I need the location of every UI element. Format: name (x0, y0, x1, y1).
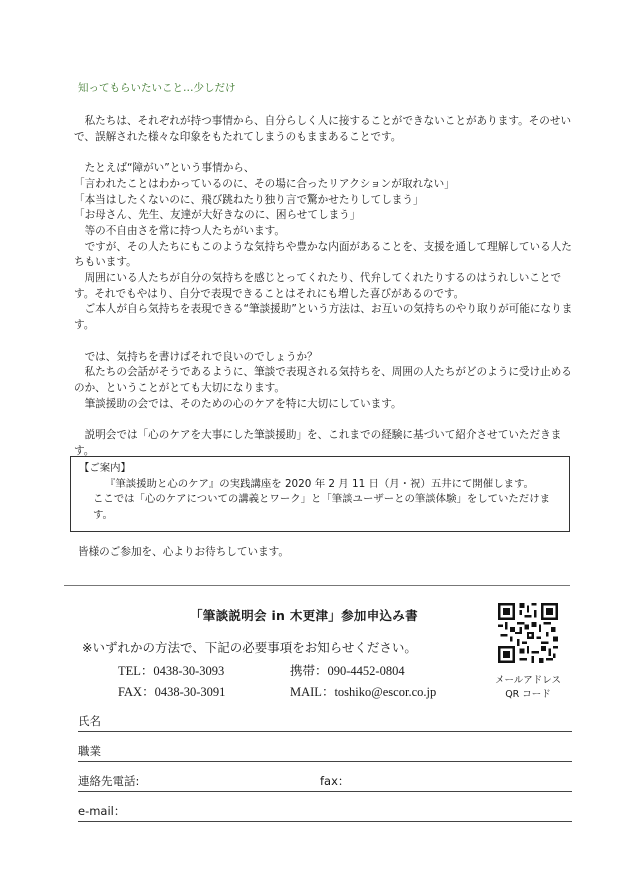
form-instruction: ※いずれかの方法で、下記の必要事項をお知らせください。 (82, 640, 417, 655)
name-label: 氏名 (78, 714, 101, 728)
quote-jumping: 「本当はしたくないのに、飛び跳ねたり独り言で驚かせたりしてしまう」 (74, 193, 424, 206)
paragraph-reception: 私たちの会話がそうであるように、筆談で表現される気持ちを、周囲の人たちがどのように受け止めるのか、ということがとても大切になります。 (74, 366, 572, 394)
paragraph-understanding: ですが、その人たちにもこのような気持ちや豊かな内面があることを、支援を通して理解している人たちもいます。 (74, 240, 572, 269)
notice-box (70, 456, 570, 532)
paragraph-question: では、気持ちを書けばそれで良いのでしょうか？ (74, 350, 318, 363)
paragraph-session: 説明会では「心のケアを大事にした筆談援助」を、これまでの経験に基づいて紹介させていただきます。 (74, 429, 562, 457)
notice-line-1: 『筆談援助と心のケア』の実践講座を 2020 年 2 月 11 日（月・祝）五井にて開催します。 (105, 477, 534, 490)
paragraph-intro: 私たちは、それぞれが持つ事情から、自分らしく人に接することができないことがあります。そのせいで、誤解された様々な印象をもたれてしまうのもままあることです。 (74, 115, 572, 143)
closing-text: 皆様のご参加を、心よりお待ちしています。 (78, 546, 290, 558)
email-label: e-mail： (78, 804, 126, 818)
qr-code-icon (498, 603, 558, 663)
email-address: MAIL：toshiko@escor.co.jp (290, 685, 437, 699)
phone-label: 連絡先電話: (78, 774, 140, 788)
quote-mother: 「お母さん、先生、友達が大好きなのに、困らせてしまう」 (74, 209, 361, 222)
tel-number: TEL：0438-30-3093 (118, 664, 225, 678)
qr-caption: メールアドレス QR コード (494, 675, 562, 700)
form-title: 「筆談説明会 in 木更津」参加申込み書 (190, 608, 418, 623)
paragraph-method: ご本人が自ら気持ちを表現できる“筆談援助”という方法は、お互いの気持ちのやり取りが可能になります。 (74, 303, 573, 332)
fax-number: FAX：0438-30-3091 (118, 685, 226, 699)
occupation-field[interactable] (78, 741, 572, 762)
body-text (74, 114, 580, 459)
quote-reaction: 「言われたことはわかっているのに、その場に合ったリアクションが取れない」 (74, 177, 455, 190)
paragraph-example-lead: たとえば“障がい”という事情から、 (74, 162, 255, 175)
paragraph-care: 筆談援助の会では、そのための心のケアを特に大切にしています。 (74, 397, 402, 410)
paragraph-inconvenience: 等の不自由さを常に持つ人たちがいます。 (74, 224, 286, 237)
section-title: 知ってもらいたいこと…少しだけ (78, 82, 236, 94)
occupation-label: 職業 (78, 744, 101, 758)
paragraph-feelings: 周囲にいる人たちが自分の気持ちを感じとってくれたり、代弁してくれたりするのはうれしいことです。それでもやはり、自分で表現できることはそれにも増した喜びがあるのです。 (74, 272, 562, 300)
divider (64, 585, 570, 586)
name-field[interactable] (78, 711, 572, 732)
notice-heading: 【ご案内】 (79, 462, 131, 474)
notice-line-2: ここでは「心のケアについての講義とワーク」と「筆談ユーザーとの筆談体験」をしていただけます。 (93, 493, 550, 521)
mobile-number: 携帯：090-4452-0804 (290, 664, 405, 678)
fax-label: fax： (320, 774, 350, 788)
email-field[interactable] (78, 801, 572, 822)
phone-field[interactable] (78, 771, 572, 792)
